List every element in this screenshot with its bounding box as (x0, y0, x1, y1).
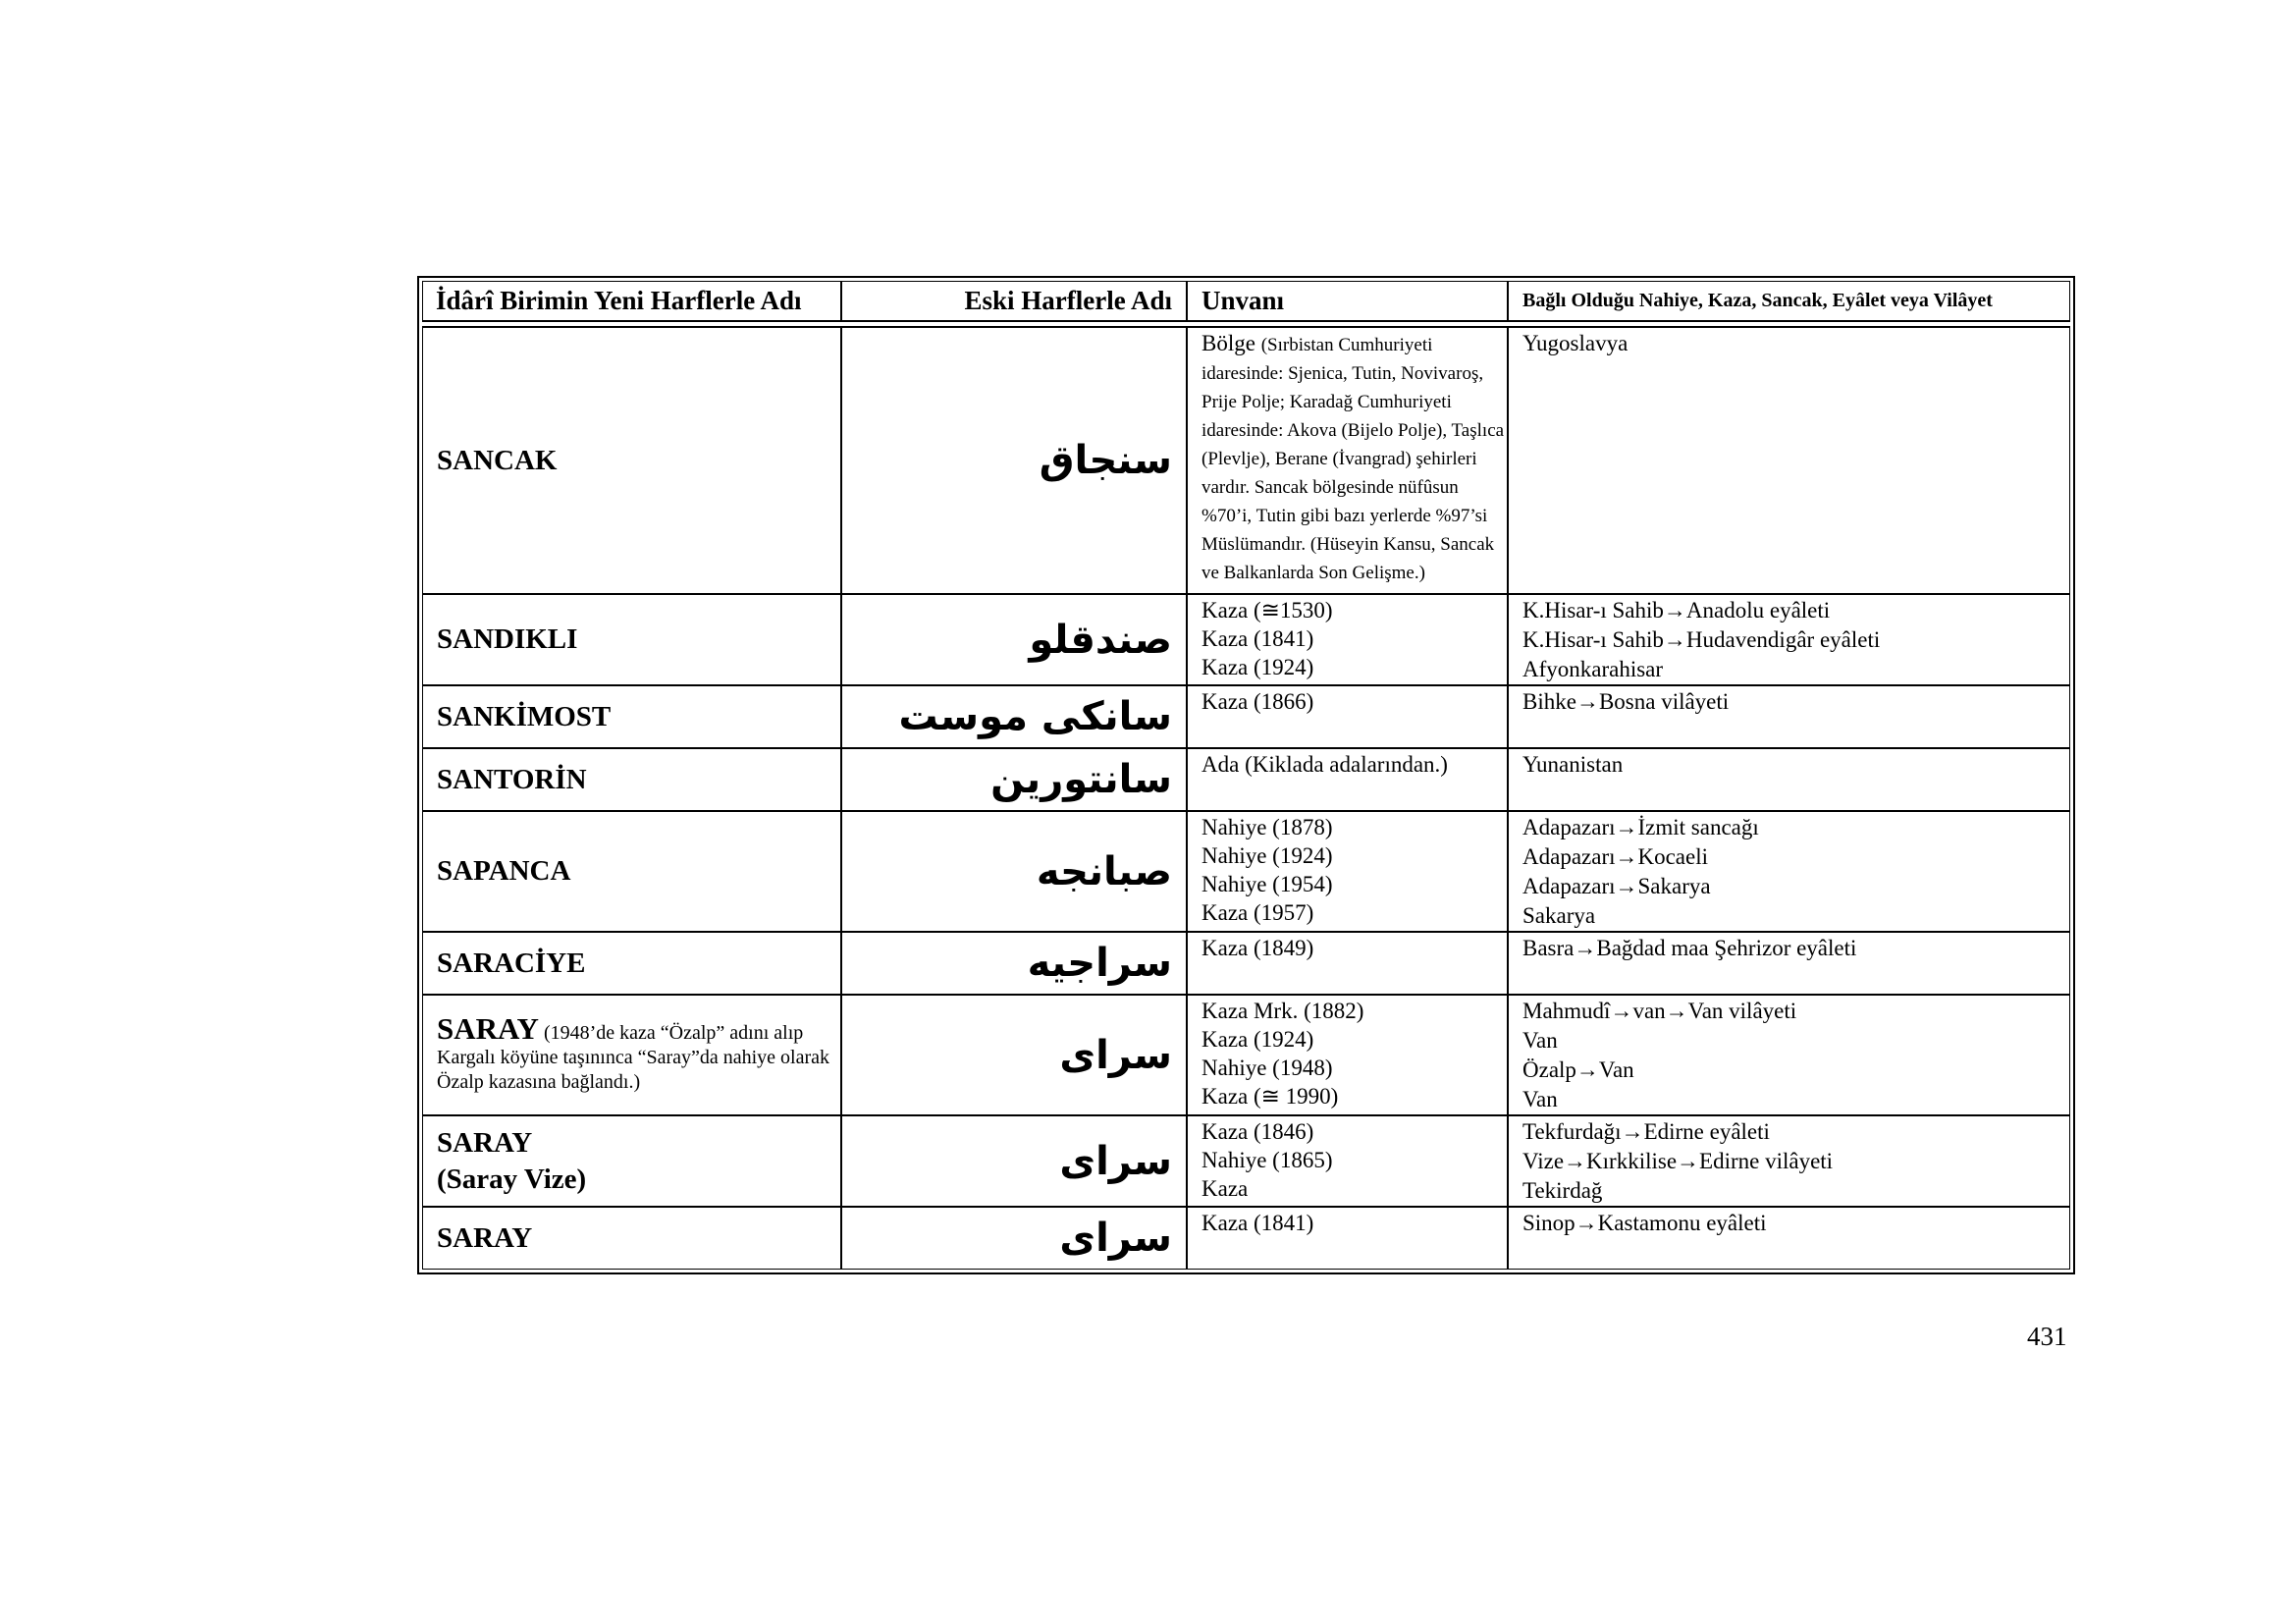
affiliation-line: Van (1522, 1028, 1558, 1053)
header-new-script-name: İdârî Birimin Yeni Harflerle Adı (422, 281, 841, 321)
affiliation-line: Bihke→Bosna vilâyeti (1522, 689, 1730, 714)
title-line: Kaza (1849) (1201, 936, 1314, 960)
title-cell (1187, 1207, 1508, 1270)
arabic-name: سراى (841, 1115, 1187, 1207)
unit-name: SARAY (422, 1207, 841, 1270)
title-cell (1187, 327, 1508, 594)
unit-name: SARAY (437, 1126, 533, 1159)
affiliation-line: Adapazarı→Kocaeli (1522, 844, 1709, 869)
affiliation-cell (1508, 995, 2070, 1115)
unit-name-alt: (Saray Vize) (437, 1163, 587, 1195)
unit-name-cell (422, 995, 841, 1115)
title-cell (1187, 685, 1508, 748)
affiliation-cell (1508, 327, 2070, 594)
title-line: Kaza (≅ 1990) (1201, 1084, 1339, 1109)
table-row (422, 811, 2070, 932)
title-line: Nahiye (1865) (1201, 1148, 1333, 1172)
title-line: Kaza (1846) (1201, 1119, 1314, 1144)
unit-name: SANCAK (422, 327, 841, 594)
title-line: Kaza (1957) (1201, 900, 1314, 925)
affiliation-cell (1508, 685, 2070, 748)
title-line: Ada (Kiklada adalarından.) (1201, 752, 1448, 777)
table-row (422, 748, 2070, 811)
header-affiliation: Bağlı Olduğu Nahiye, Kaza, Sancak, Eyâlet veya Vilâyet (1508, 281, 2070, 321)
title-line: Kaza Mrk. (1882) (1201, 999, 1364, 1023)
title-line: Kaza (1866) (1201, 689, 1314, 714)
header-title: Unvanı (1187, 281, 1508, 321)
title-line: Nahiye (1878) (1201, 815, 1333, 839)
arabic-name: سانکی موست (841, 685, 1187, 748)
table-row (422, 594, 2070, 685)
header-old-script-name: Eski Harflerle Adı (841, 281, 1187, 321)
affiliation-line: Özalp→Van (1522, 1057, 1634, 1082)
title-cell (1187, 594, 1508, 685)
title-line: Kaza (≅1530) (1201, 598, 1333, 623)
title-cell (1187, 811, 1508, 932)
title-cell (1187, 932, 1508, 995)
affiliation-line: Mahmudî→van→Van vilâyeti (1522, 999, 1797, 1023)
unit-name: SARAY (437, 1010, 539, 1046)
arabic-name: سراى (841, 995, 1187, 1115)
affiliation-line: Tekfurdağı→Edirne eyâleti (1522, 1119, 1770, 1144)
affiliation-cell (1508, 594, 2070, 685)
affiliation-line: Vize→Kırkkilise→Edirne vilâyeti (1522, 1149, 1834, 1173)
unit-name: SANTORİN (422, 748, 841, 811)
title-line: Nahiye (1948) (1201, 1056, 1333, 1080)
table-row (422, 1207, 2070, 1270)
unit-name-cell (422, 1115, 841, 1207)
unit-name: SANDIKLI (422, 594, 841, 685)
affiliation-line: Adapazarı→Sakarya (1522, 874, 1711, 898)
affiliation-line: Sakarya (1522, 903, 1596, 928)
unit-name-note: (1948’de kaza “Özalp” adını alıp Kargalı köyüne taşınınca “Saray”da nahiye olarak Özalp kazasına bağlandı.) (437, 1021, 830, 1093)
affiliation-line: K.Hisar-ı Sahib→Anadolu eyâleti (1522, 598, 1831, 623)
affiliation-line: Sinop→Kastamonu eyâleti (1522, 1211, 1767, 1235)
table-row (422, 932, 2070, 995)
title-line: Kaza (1841) (1201, 626, 1314, 651)
unit-name: SAPANCA (422, 811, 841, 932)
title-line: Nahiye (1924) (1201, 843, 1333, 868)
affiliation-line: K.Hisar-ı Sahib→Hudavendigâr eyâleti (1522, 627, 1881, 652)
affiliation-cell (1508, 932, 2070, 995)
affiliation-line: Tekirdağ (1522, 1178, 1603, 1203)
title-line: Kaza (1924) (1201, 655, 1314, 679)
entries-table (417, 276, 2075, 1274)
table-row (422, 1115, 2070, 1207)
affiliation-cell (1508, 1115, 2070, 1207)
title-line: Kaza (1201, 1176, 1249, 1201)
affiliation-line: Van (1522, 1087, 1558, 1111)
arabic-name: سراجيه (841, 932, 1187, 995)
arabic-name: سراى (841, 1207, 1187, 1270)
affiliation-cell (1508, 748, 2070, 811)
arabic-name: صبانجه (841, 811, 1187, 932)
table-row (422, 327, 2070, 594)
table-row (422, 685, 2070, 748)
affiliation-cell (1508, 1207, 2070, 1270)
affiliation-cell (1508, 811, 2070, 932)
affiliation-line: Yunanistan (1522, 752, 1624, 777)
unit-name: SANKİMOST (422, 685, 841, 748)
table-row (422, 995, 2070, 1115)
title-cell (1187, 995, 1508, 1115)
title-cell (1187, 1115, 1508, 1207)
affiliation-line: Afyonkarahisar (1522, 657, 1664, 681)
affiliation-line: Adapazarı→İzmit sancağı (1522, 815, 1759, 839)
title-line: Kaza (1924) (1201, 1027, 1314, 1052)
title-text: Bölge (1201, 331, 1255, 355)
affiliation-line: Yugoslavya (1522, 331, 1629, 355)
title-cell (1187, 748, 1508, 811)
table-header-row (422, 281, 2070, 321)
title-line: Kaza (1841) (1201, 1211, 1314, 1235)
title-line: Nahiye (1954) (1201, 872, 1333, 896)
page-number: 431 (2027, 1322, 2067, 1351)
affiliation-line: Basra→Bağdad maa Şehrizor eyâleti (1522, 936, 1857, 960)
arabic-name: سانتورين (841, 748, 1187, 811)
arabic-name: سنجاق (841, 327, 1187, 594)
title-note: (Sırbistan Cumhuriyeti idaresinde: Sjenica, Tutin, Novivaroş, Prije Polje; Karadağ Cumhuriyeti idaresinde: Akova (Bijelo Polje), Taşlıca (Plevlje), Berane (İvangrad) şehirleri vardır. Sancak bölgesinde nüfûsun %70’i, Tutin gibi bazı yerlerde %97’si Müslümandır. (Hüseyin Kansu, Sancak ve Balkanlarda Son Gelişme.) (1201, 335, 1505, 583)
unit-name: SARACİYE (422, 932, 841, 995)
arabic-name: صندقلو (841, 594, 1187, 685)
